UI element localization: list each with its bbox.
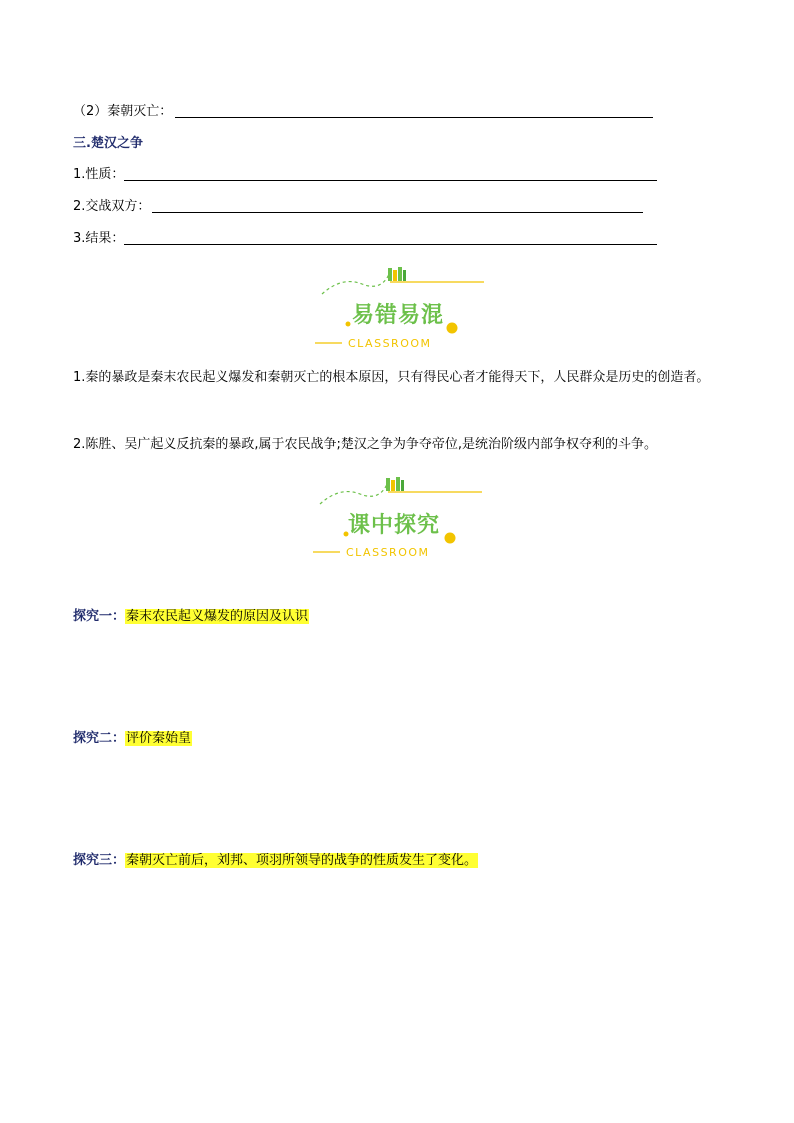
banner-explore bbox=[310, 472, 490, 562]
exploration-text: 秦末农民起义爆发的原因及认识 bbox=[126, 609, 309, 624]
section3-item-label: 3.结果： bbox=[73, 231, 125, 246]
section3-item-nature bbox=[73, 166, 124, 184]
exploration-label: 探究三： bbox=[73, 853, 126, 868]
nature-blank-line[interactable] bbox=[124, 180, 657, 181]
banner-errors-subtitle: CLASSROOM bbox=[348, 337, 432, 350]
banner-explore-title: 课中探究 bbox=[348, 513, 441, 538]
q2-label: （2）秦朝灭亡： bbox=[73, 104, 173, 119]
exploration-label: 探究二： bbox=[73, 731, 126, 746]
banner-errors bbox=[312, 262, 492, 352]
section3-item-label: 2.交战双方： bbox=[73, 199, 151, 214]
q2-blank-line[interactable] bbox=[175, 117, 653, 118]
exploration-label: 探究一： bbox=[73, 609, 126, 624]
q2-row bbox=[73, 103, 172, 121]
section3-item-label: 1.性质： bbox=[73, 167, 125, 182]
result-blank-line[interactable] bbox=[124, 244, 657, 245]
banner-explore-subtitle: CLASSROOM bbox=[346, 546, 430, 559]
section3-item-result bbox=[73, 230, 124, 248]
confusion-item: 1.秦的暴政是秦末农民起义爆发和秦朝灭亡的根本原因，只有得民心者才能得天下，人民群众是历史的创造者。 bbox=[73, 370, 710, 385]
parties-blank-line[interactable] bbox=[152, 212, 643, 213]
section3-item-parties bbox=[73, 198, 150, 216]
exploration-2 bbox=[73, 730, 192, 748]
confusion-item: 2.陈胜、吴广起义反抗秦的暴政,属于农民战争;楚汉之争为争夺帝位,是统治阶级内部争权夺利的斗争。 bbox=[73, 437, 658, 452]
section3-heading: 三.楚汉之争 bbox=[73, 136, 143, 151]
exploration-1 bbox=[73, 608, 309, 626]
banner-errors-title: 易错易混 bbox=[352, 303, 445, 328]
exploration-3 bbox=[73, 852, 478, 870]
exploration-text: 秦朝灭亡前后，刘邦、项羽所领导的战争的性质发生了变化。 bbox=[126, 853, 478, 868]
exploration-text: 评价秦始皇 bbox=[126, 731, 192, 746]
